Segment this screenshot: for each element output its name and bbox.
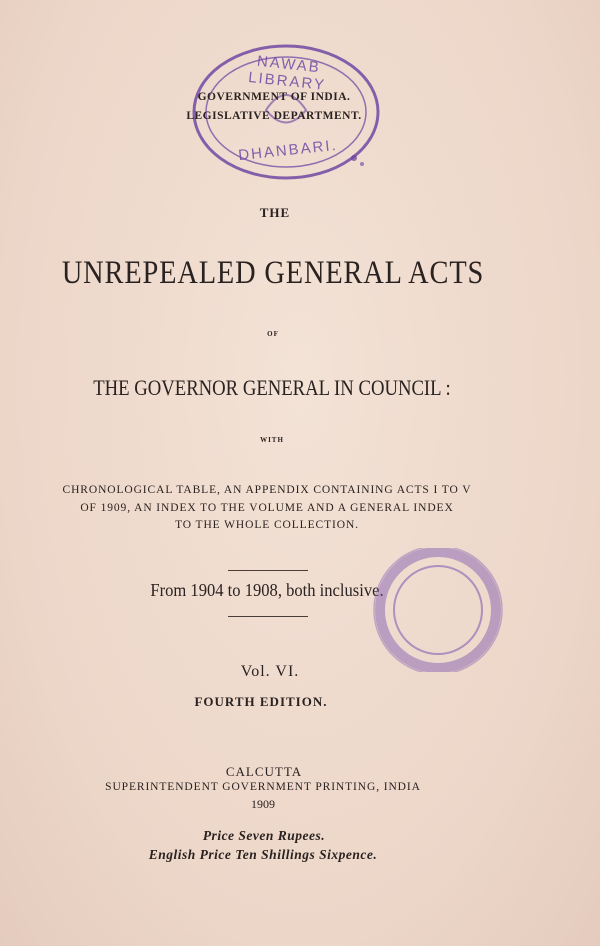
main-title: UNREPEALED GENERAL ACTS <box>61 255 485 291</box>
imprint-year: 1909 <box>251 797 275 811</box>
edition: FOURTH EDITION. <box>194 694 328 709</box>
title-of: OF <box>267 330 279 338</box>
official-round-stamp <box>372 548 506 672</box>
department-heading: LEGISLATIVE DEPARTMENT. <box>186 110 362 122</box>
date-range: From 1904 to 1908, both inclusive. <box>150 580 384 600</box>
title-the: THE <box>259 205 291 220</box>
volume-number: Vol. VI. <box>240 663 300 680</box>
divider-bottom <box>228 616 308 617</box>
government-heading: GOVERNMENT OF INDIA. <box>197 91 351 103</box>
price-english: English Price Ten Shillings Sixpence. <box>148 847 378 862</box>
title-with: WITH <box>260 436 284 444</box>
library-stamp-bottom-text: DHANBARI. <box>237 136 339 165</box>
description-line-3: TO THE WHOLE COLLECTION. <box>175 519 359 531</box>
description-line-1: CHRONOLOGICAL TABLE, AN APPENDIX CONTAINING ACTS I TO V <box>62 484 472 496</box>
body-title: THE GOVERNOR GENERAL IN COUNCIL : <box>93 375 451 400</box>
divider-top <box>228 570 308 571</box>
imprint-printer: SUPERINTENDENT GOVERNMENT PRINTING, INDIA <box>105 781 421 793</box>
price-local: Price Seven Rupees. <box>202 828 326 843</box>
description-line-2: OF 1909, AN INDEX TO THE VOLUME AND A GENERAL INDEX <box>80 502 454 514</box>
imprint-city: CALCUTTA <box>225 764 303 779</box>
library-stamp-top-text: NAWAB LIBRARY <box>247 52 327 94</box>
